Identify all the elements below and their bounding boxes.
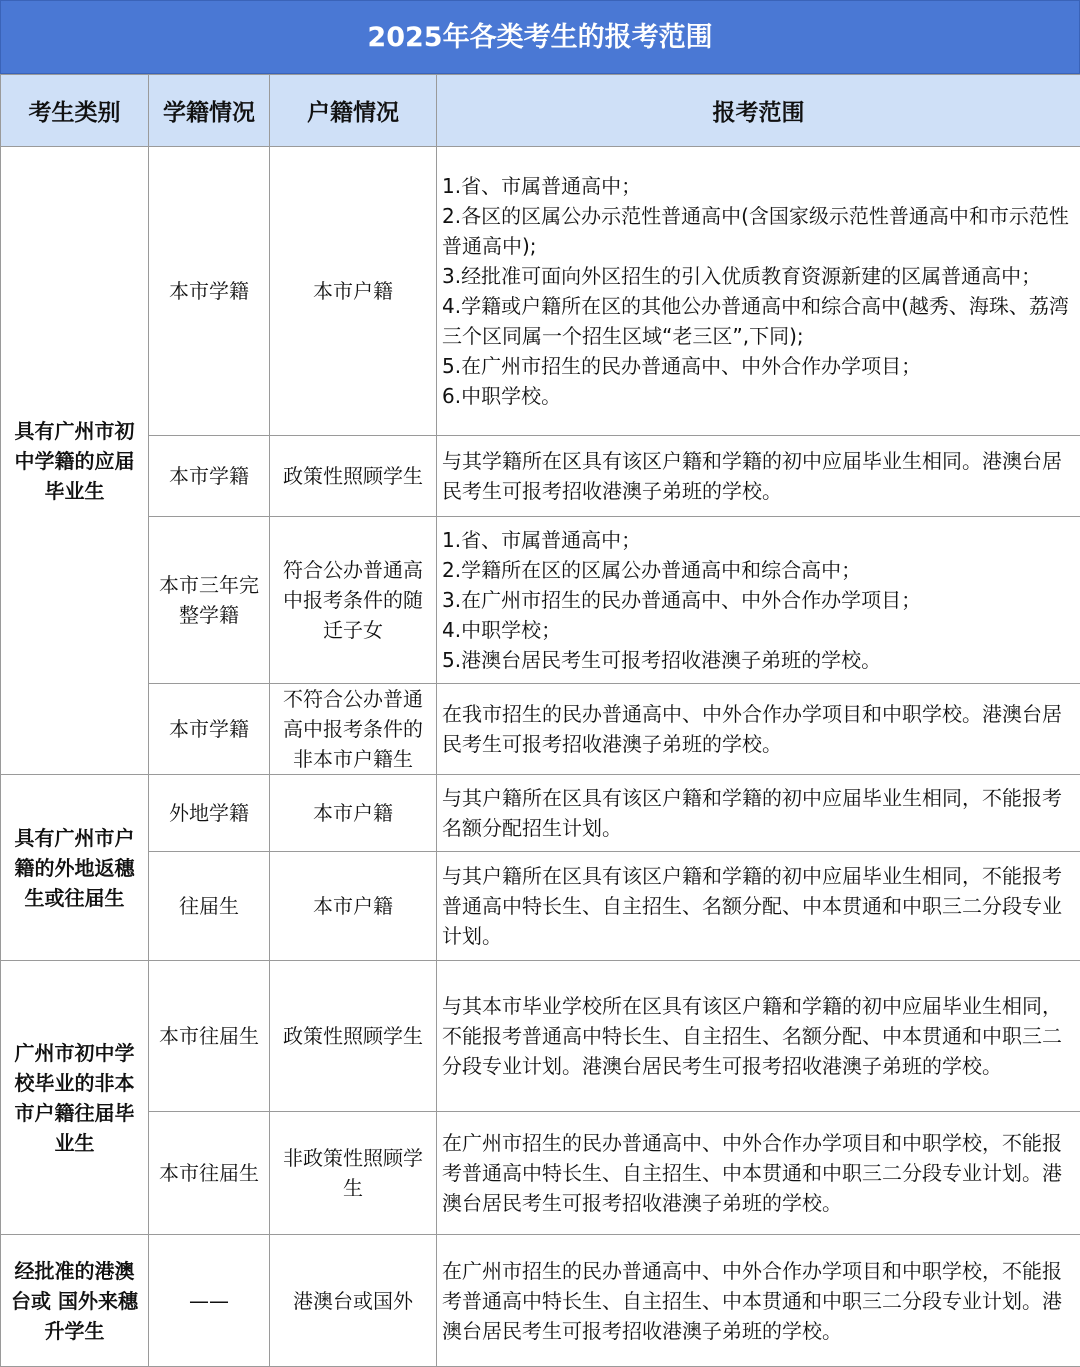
header-row <box>1 75 1080 147</box>
xueji-cell: 本市往届生 <box>149 961 270 1112</box>
table-row <box>1 436 1080 517</box>
huji-cell: 本市户籍 <box>270 147 437 436</box>
table-row <box>1 684 1080 775</box>
scope-line: 在广州市招生的民办普通高中、中外合作办学项目和中职学校，不能报考普通高中特长生、自主招生、中本贯通和中职三二分段专业计划。港澳台居民考生可报考招收港澳子弟班的学校。 <box>442 1128 1076 1218</box>
xueji-cell: 本市学籍 <box>149 684 270 775</box>
category-cell: 经批准的港澳台或 国外来穗升学生 <box>1 1235 149 1367</box>
category-cell: 广州市初中学校毕业的非本市户籍往届毕业生 <box>1 961 149 1235</box>
xueji-cell: —— <box>149 1235 270 1367</box>
huji-cell: 非政策性照顾学生 <box>270 1112 437 1235</box>
xueji-cell: 本市学籍 <box>149 436 270 517</box>
table-title: 2025年各类考生的报考范围 <box>0 0 1080 74</box>
header-scope: 报考范围 <box>437 75 1080 147</box>
xueji-cell: 本市三年完整学籍 <box>149 517 270 684</box>
scope-cell <box>437 436 1080 517</box>
scope-cell <box>437 775 1080 852</box>
header-xueji: 学籍情况 <box>149 75 270 147</box>
huji-cell: 本市户籍 <box>270 852 437 961</box>
xueji-cell: 本市学籍 <box>149 147 270 436</box>
table-row <box>1 517 1080 684</box>
huji-cell: 不符合公办普通高中报考条件的非本市户籍生 <box>270 684 437 775</box>
xueji-cell: 往届生 <box>149 852 270 961</box>
scope-line: 3.在广州市招生的民办普通高中、中外合作办学项目； <box>442 585 1076 615</box>
scope-cell <box>437 147 1080 436</box>
scope-line: 与其户籍所在区具有该区户籍和学籍的初中应届毕业生相同，不能报考普通高中特长生、自主招生、名额分配、中本贯通和中职三二分段专业计划。 <box>442 861 1076 951</box>
scope-line: 6.中职学校。 <box>442 381 1076 411</box>
table-row <box>1 147 1080 436</box>
huji-cell: 本市户籍 <box>270 775 437 852</box>
category-cell: 具有广州市户籍的外地返穗生或往届生 <box>1 775 149 961</box>
scope-line: 与其本市毕业学校所在区具有该区户籍和学籍的初中应届毕业生相同，不能报考普通高中特长生、自主招生、名额分配、中本贯通和中职三二分段专业计划。港澳台居民考生可报考招收港澳子弟班的学校。 <box>442 991 1076 1081</box>
xueji-cell: 本市往届生 <box>149 1112 270 1235</box>
header-huji: 户籍情况 <box>270 75 437 147</box>
category-cell: 具有广州市初中学籍的应届毕业生 <box>1 147 149 775</box>
scope-cell <box>437 1112 1080 1235</box>
scope-line: 1.省、市属普通高中； <box>442 525 1076 555</box>
table-row <box>1 775 1080 852</box>
scope-line: 4.中职学校； <box>442 615 1076 645</box>
scope-line: 4.学籍或户籍所在区的其他公办普通高中和综合高中(越秀、海珠、荔湾三个区同属一个招生区域“老三区”,下同); <box>442 291 1076 351</box>
huji-cell: 政策性照顾学生 <box>270 961 437 1112</box>
scope-line: 2.学籍所在区的区属公办普通高中和综合高中； <box>442 555 1076 585</box>
scope-line: 5.港澳台居民考生可报考招收港澳子弟班的学校。 <box>442 645 1076 675</box>
table-row <box>1 852 1080 961</box>
scope-line: 2.各区的区属公办示范性普通高中(含国家级示范性普通高中和市示范性普通高中); <box>442 201 1076 261</box>
huji-cell: 港澳台或国外 <box>270 1235 437 1367</box>
scope-line: 与其学籍所在区具有该区户籍和学籍的初中应届毕业生相同。港澳台居民考生可报考招收港澳子弟班的学校。 <box>442 446 1076 506</box>
header-category: 考生类别 <box>1 75 149 147</box>
xueji-cell: 外地学籍 <box>149 775 270 852</box>
scope-line: 在广州市招生的民办普通高中、中外合作办学项目和中职学校，不能报考普通高中特长生、自主招生、中本贯通和中职三二分段专业计划。港澳台居民考生可报考招收港澳子弟班的学校。 <box>442 1256 1076 1346</box>
scope-cell <box>437 852 1080 961</box>
scope-line: 3.经批准可面向外区招生的引入优质教育资源新建的区属普通高中； <box>442 261 1076 291</box>
huji-cell: 符合公办普通高中报考条件的随迁子女 <box>270 517 437 684</box>
table-row <box>1 1112 1080 1235</box>
scope-line: 5.在广州市招生的民办普通高中、中外合作办学项目； <box>442 351 1076 381</box>
admission-scope-table <box>0 74 1080 1367</box>
scope-cell <box>437 961 1080 1112</box>
scope-cell <box>437 1235 1080 1367</box>
table-row <box>1 961 1080 1112</box>
huji-cell: 政策性照顾学生 <box>270 436 437 517</box>
scope-line: 1.省、市属普通高中； <box>442 171 1076 201</box>
scope-line: 在我市招生的民办普通高中、中外合作办学项目和中职学校。港澳台居民考生可报考招收港澳子弟班的学校。 <box>442 699 1076 759</box>
scope-line: 与其户籍所在区具有该区户籍和学籍的初中应届毕业生相同，不能报考名额分配招生计划。 <box>442 783 1076 843</box>
scope-cell <box>437 517 1080 684</box>
table-row <box>1 1235 1080 1367</box>
scope-cell <box>437 684 1080 775</box>
